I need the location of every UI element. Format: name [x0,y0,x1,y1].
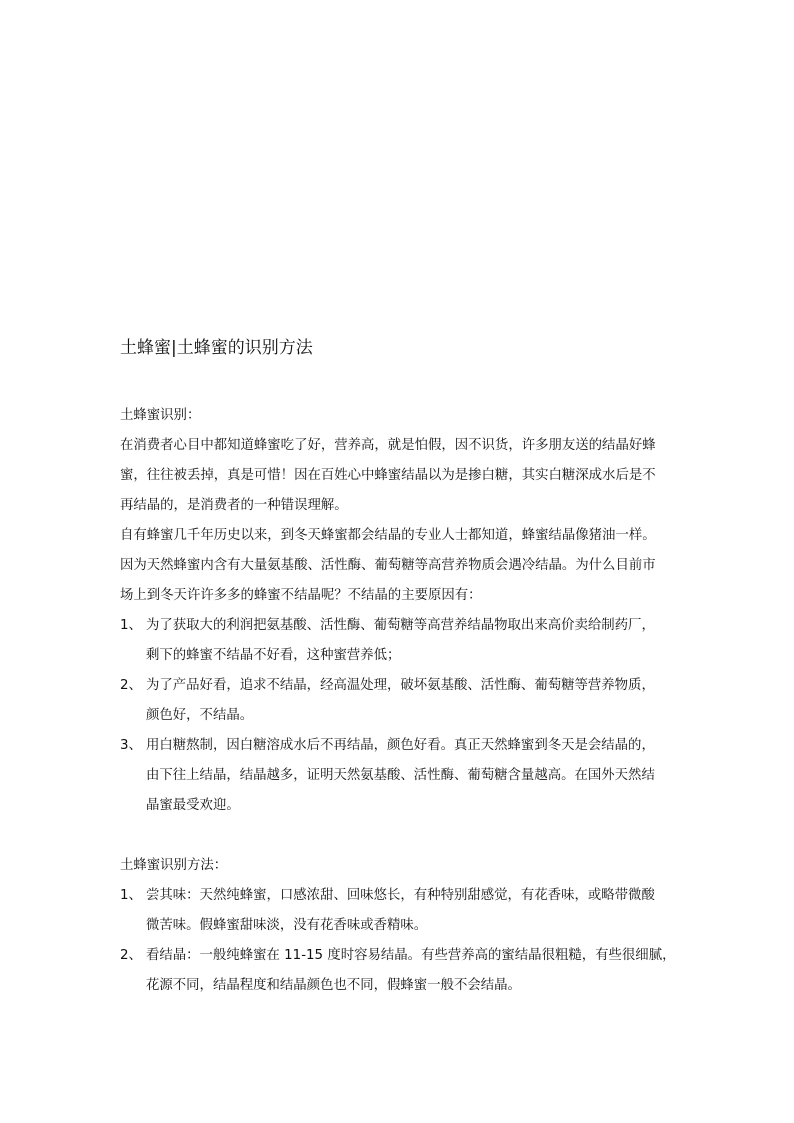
section-heading: 土蜂蜜识别： [120,408,201,423]
list-item-continuation: 颜色好，不结晶。 [146,708,254,723]
list-item-continuation: 剩下的蜂蜜不结晶不好看，这种蜜营养低； [146,648,401,663]
text-line: 再结晶的，是消费者的一种错误理解。 [120,498,348,513]
list-number: 2、 [120,678,142,693]
list-item [120,941,680,1001]
list-text: 为了获取大的利润把氨基酸、活性酶、葡萄糖等高营养结晶物取出来高价卖给制药厂， [146,618,655,633]
list-item-first-line [120,941,680,971]
list-number: 1、 [120,618,142,633]
list-item-continuation: 微苦味。假蜂蜜甜味淡，没有花香味或香精味。 [146,918,428,933]
list-item-first-line [120,881,680,911]
section-spacer [120,821,680,851]
list-number: 2、 [120,948,142,963]
list-item-first-line [120,731,680,761]
text-line: 蜜，往往被丢掉，真是可惜！因在百姓心中蜂蜜结晶以为是掺白糖，其实白糖深成水后是不 [120,468,656,483]
text-line: 因为天然蜂蜜内含有大量氨基酸、活性酶、葡萄糖等高营养物质会遇冷结晶。为什么目前市 [120,558,656,573]
text-line: 场上到冬天许许多多的蜂蜜不结晶呢？不结晶的主要原因有： [120,588,482,603]
list-number: 1、 [120,888,142,903]
text-line: 自有蜂蜜几千年历史以来，到冬天蜂蜜都会结晶的专业人士都知道，蜂蜜结晶像猪油一样。 [120,528,656,543]
list-item-continuation: 晶蜜最受欢迎。 [146,798,240,813]
text-line: 在消费者心目中都知道蜂蜜吃了好，营养高，就是怕假，因不识货，许多朋友送的结晶好蜂 [120,438,656,453]
list-text: 为了产品好看，追求不结晶，经高温处理，破坏氨基酸、活性酶、葡萄糖等营养物质， [146,678,655,693]
list-text: 尝其味：天然纯蜂蜜，口感浓甜、回味悠长，有种特别甜感觉，有花香味，或略带微酸 [146,888,655,903]
list-text: 用白糖熬制，因白糖溶成水后不再结晶，颜色好看。真正天然蜂蜜到冬天是会结晶的， [146,738,655,753]
section-heading: 土蜂蜜识别方法： [120,858,228,873]
document-body [120,401,680,1001]
list-item [120,731,680,821]
document-title: 土蜂蜜|土蜂蜜的识别方法 [120,338,313,358]
list-item-first-line [120,611,680,641]
list-item-continuation: 由下往上结晶，结晶越多，证明天然氨基酸、活性酶、葡萄糖含量越高。在国外天然结 [146,768,655,783]
paragraph [120,521,680,611]
list-item-first-line [120,671,680,701]
paragraph [120,431,680,521]
list-item [120,881,680,941]
list-number: 3、 [120,738,142,753]
list-item-continuation: 花源不同，结晶程度和结晶颜色也不同，假蜂蜜一般不会结晶。 [146,978,521,993]
list-item [120,611,680,671]
list-item [120,671,680,731]
list-text: 看结晶：一般纯蜂蜜在 11-15 度时容易结晶。有些营养高的蜜结晶很粗糙，有些很细腻， [146,948,676,963]
